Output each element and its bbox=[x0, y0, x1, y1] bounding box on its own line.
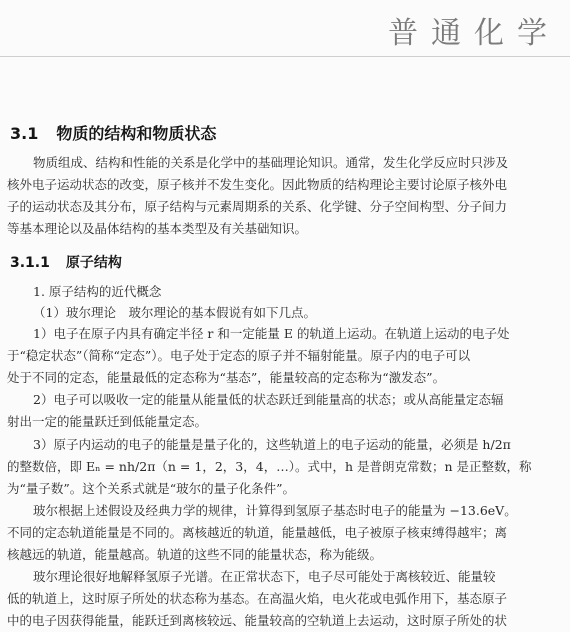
text-line: 1）电子在原子内具有确定半径 r 和一定能量 E 的轨道上运动。在轨道上运动的电子处 bbox=[33, 326, 510, 341]
text-line: 3）原子内运动的电子的能量是量子化的，这些轨道上的电子运动的能量，必须是 h/2π bbox=[33, 437, 511, 452]
text-line: 核越远的轨道，能量越高。轨道的这些不同的能量状态，称为能级。 bbox=[7, 547, 383, 562]
text-line: 玻尔根据上述假设及经典力学的规律，计算得到氢原子基态时电子的能量为 −13.6eV。 bbox=[33, 503, 517, 518]
subsection-heading bbox=[10, 252, 122, 272]
text-line: 核外电子运动状态的改变，原子核并不发生变化。因此物质的结构理论主要讨论原子核外电 bbox=[7, 177, 508, 192]
subsection-title: 原子结构 bbox=[65, 255, 122, 271]
text-line: 玻尔理论很好地解释氢原子光谱。在正常状态下，电子尽可能处于离核较近、能量较 bbox=[33, 569, 496, 584]
subsection-number: 3.1.1 bbox=[10, 255, 50, 271]
running-title: 普通化学 bbox=[388, 16, 560, 51]
text-line: 物质组成、结构和性能的关系是化学中的基础理论知识。通常，发生化学反应时只涉及 bbox=[33, 155, 509, 170]
text-line: 处于不同的定态，能量最低的定态称为“基态”，能量较高的定态称为“激发态”。 bbox=[7, 370, 446, 385]
text-line: 子的运动状态及其分布，原子结构与元素周期系的关系、化学键、分子空间构型、分子间力 bbox=[7, 199, 508, 214]
page-header bbox=[0, 0, 570, 52]
text-line: 等基本理论以及晶体结构的基本类型及有关基础知识。 bbox=[7, 221, 308, 236]
text-line: 1. 原子结构的近代概念 bbox=[33, 284, 162, 299]
text-line: 的整数倍，即 Eₙ = nh/2π（n = 1，2，3，4，…）。式中，h 是普朗克常数；n 是正整数，称 bbox=[7, 459, 532, 474]
text-line: 不同的定态轨道能量是不同的。离核越近的轨道，能量越低，电子被原子核束缚得越牢；离 bbox=[7, 525, 508, 540]
section-title: 物质的结构和物质状态 bbox=[56, 124, 217, 143]
text-line: （1）玻尔理论 玻尔理论的基本假说有如下几点。 bbox=[33, 305, 316, 320]
header-rule bbox=[0, 56, 570, 57]
text-line: 为“量子数”。这个关系式就是“玻尔的量子化条件”。 bbox=[7, 481, 296, 496]
text-line: 2）电子可以吸收一定的能量从能量低的状态跃迁到能量高的状态；或从高能量定态辐 bbox=[33, 392, 504, 407]
text-line: 中的电子因获得能量，能跃迁到离核较远、能量较高的空轨道上去运动，这时原子所处的状 bbox=[7, 613, 508, 628]
text-line: 低的轨道上，这时原子所处的状态称为基态。在高温火焰，电火花或电弧作用下，基态原子 bbox=[7, 591, 508, 606]
text-line: 于“稳定状态”（简称“定态”）。电子处于定态的原子并不辐射能量。原子内的电子可以 bbox=[7, 348, 471, 363]
section-heading bbox=[10, 121, 216, 144]
section-number: 3.1 bbox=[10, 124, 39, 143]
text-line: 射出一定的能量跃迁到低能量定态。 bbox=[7, 414, 208, 429]
